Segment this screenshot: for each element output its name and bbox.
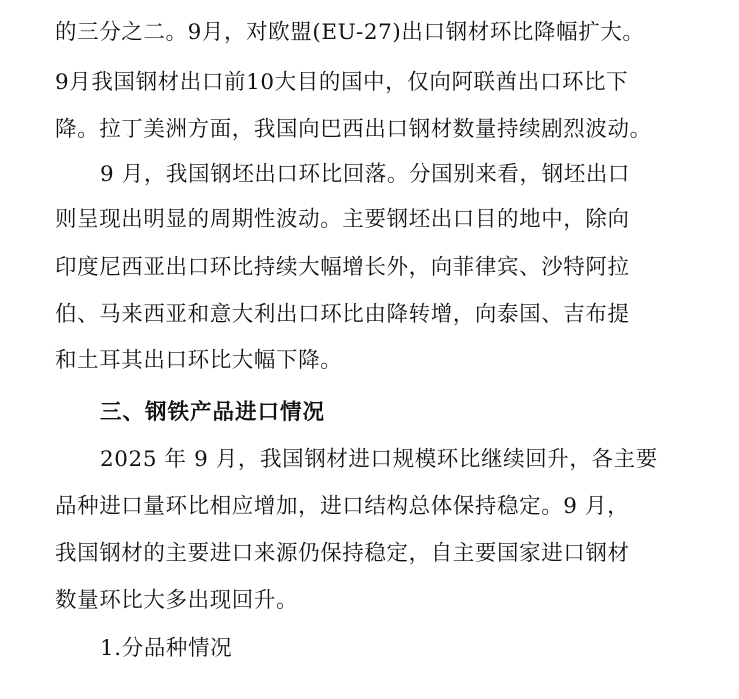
paragraph-line-1: 的三分之二。9月，对欧盟(EU-27)出口钢材环比降幅扩大。	[55, 20, 645, 45]
paragraph-line-8: 和土耳其出口环比大幅下降。	[55, 348, 343, 373]
paragraph-line-6: 印度尼西亚出口环比持续大幅增长外，向菲律宾、沙特阿拉	[55, 255, 630, 280]
paragraph-line-2: 9月我国钢材出口前10大目的国中，仅向阿联酋出口环比下	[55, 70, 629, 95]
paragraph-line-5: 则呈现出明显的周期性波动。主要钢坯出口目的地中，除向	[55, 207, 630, 232]
paragraph-line-10: 品种进口量环比相应增加，进口结构总体保持稳定。9 月，	[55, 494, 630, 519]
paragraph-line-11: 我国钢材的主要进口来源仍保持稳定，自主要国家进口钢材	[55, 541, 630, 566]
subsection-heading: 1.分品种情况	[100, 636, 233, 661]
paragraph-line-3: 降。拉丁美洲方面，我国向巴西出口钢材数量持续剧烈波动。	[55, 117, 652, 142]
paragraph-line-9: 2025 年 9 月，我国钢材进口规模环比继续回升，各主要	[100, 447, 658, 472]
paragraph-line-4: 9 月，我国钢坯出口环比回落。分国别来看，钢坯出口	[100, 162, 631, 187]
paragraph-line-12: 数量环比大多出现回升。	[55, 588, 299, 613]
section-heading: 三、钢铁产品进口情况	[100, 400, 326, 425]
paragraph-line-7: 伯、马来西亚和意大利出口环比由降转增，向泰国、吉布提	[55, 302, 630, 327]
